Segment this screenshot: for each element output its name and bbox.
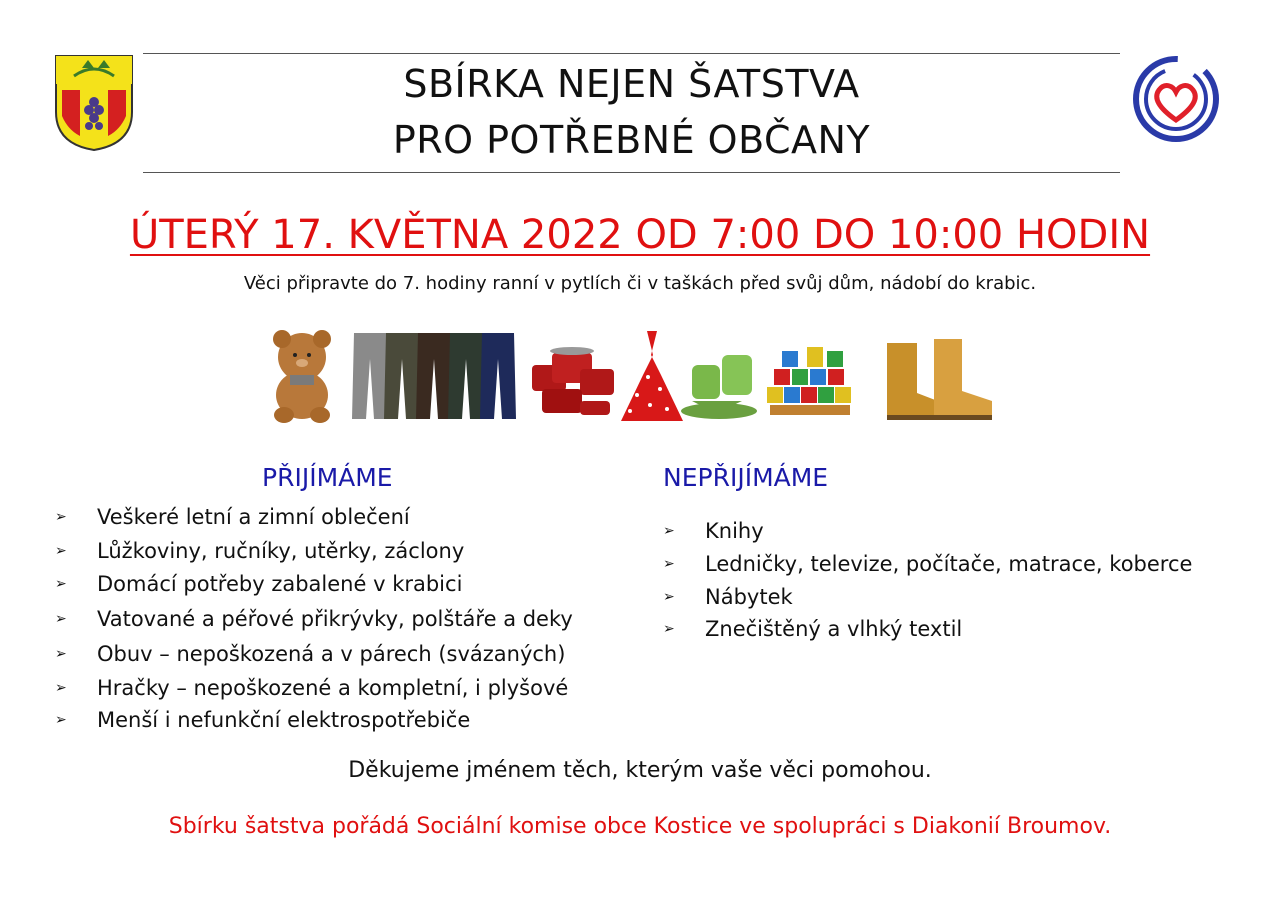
arrow-bullet-icon: ➢ — [55, 543, 67, 559]
accepted-item: ➢ Hračky – nepoškozené a kompletní, i plyšové — [55, 671, 573, 703]
arrow-bullet-icon: ➢ — [55, 680, 67, 696]
accepted-item: ➢ Veškeré letní a zimní oblečení — [55, 500, 573, 534]
arrow-bullet-icon: ➢ — [663, 589, 675, 605]
arrow-bullet-icon: ➢ — [55, 509, 67, 525]
arrow-bullet-icon: ➢ — [55, 611, 67, 627]
boots-icon — [887, 339, 992, 420]
accepted-item: ➢ Vatované a péřové přikrývky, polštáře a deky — [55, 602, 573, 637]
green-cups-icon — [681, 355, 757, 419]
rejected-item: ➢ Ledničky, televize, počítače, matrace, koberce — [663, 547, 1192, 580]
accepted-item: ➢ Menší i nefunkční elektrospotřebiče — [55, 703, 573, 737]
coat-of-arms-logo — [54, 54, 134, 152]
rejected-list — [663, 514, 1192, 645]
items-illustration-strip — [262, 325, 1007, 425]
rejected-heading: NEPŘIJÍMÁME — [663, 463, 829, 492]
rejected-item: ➢ Knihy — [663, 514, 1192, 547]
accepted-heading: PŘIJÍMÁME — [262, 463, 393, 492]
accepted-item: ➢ Obuv – nepoškozená a v párech (svázaných) — [55, 637, 573, 671]
event-instructions: Věci připravte do 7. hodiny ranní v pytlích či v taškách před svůj dům, nádobí do krabic. — [243, 273, 1037, 294]
arrow-bullet-icon: ➢ — [663, 556, 675, 572]
page-title-line-2: PRO POTŘEBNÉ OBČANY — [392, 118, 871, 162]
accepted-item: ➢ Lůžkoviny, ručníky, utěrky, záclony — [55, 534, 573, 567]
page-title-line-1: SBÍRKA NEJEN ŠATSTVA — [403, 62, 860, 106]
header-top-rule — [143, 53, 1120, 54]
polka-dot-dress-icon — [621, 331, 683, 421]
toy-blocks-icon — [767, 347, 851, 415]
arrow-bullet-icon: ➢ — [55, 646, 67, 662]
header-bottom-rule — [143, 172, 1120, 173]
accepted-item: ➢ Domácí potřeby zabalené v krabici — [55, 567, 573, 602]
thanks-message: Děkujeme jménem těch, kterým vaše věci pomohou. — [348, 758, 932, 783]
arrow-bullet-icon: ➢ — [55, 712, 67, 728]
event-date: ÚTERÝ 17. KVĚTNA 2022 OD 7:00 DO 10:00 HODIN — [129, 212, 1151, 258]
organizer-note: Sbírku šatstva pořádá Sociální komise obce Kostice ve spolupráci s Diakonií Broumov. — [168, 814, 1112, 839]
trousers-icon — [352, 333, 516, 419]
cookware-pots-icon — [532, 347, 614, 415]
diakonie-heart-logo — [1129, 52, 1223, 146]
rejected-item: ➢ Znečištěný a vlhký textil — [663, 612, 1192, 645]
arrow-bullet-icon: ➢ — [663, 621, 675, 637]
rejected-item: ➢ Nábytek — [663, 580, 1192, 612]
arrow-bullet-icon: ➢ — [663, 523, 675, 539]
teddy-bear-icon — [273, 330, 331, 423]
arrow-bullet-icon: ➢ — [55, 576, 67, 592]
accepted-list — [55, 500, 573, 737]
